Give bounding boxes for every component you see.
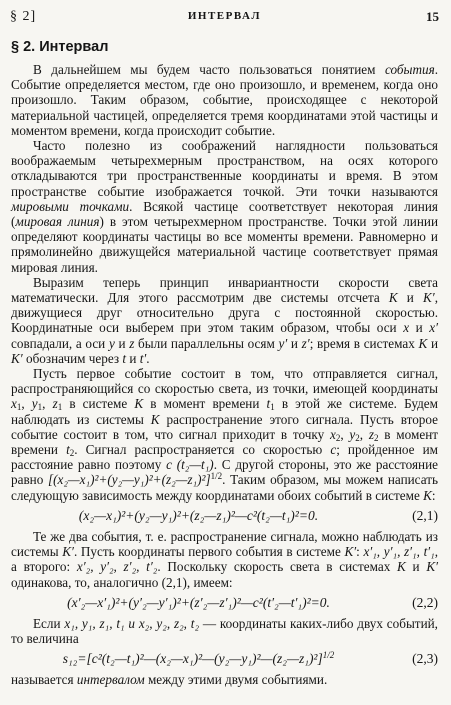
paragraph-2: Часто полезно из соображений наглядности пользоваться воображаемым четырехмерным пространством, на осях которого откладываются три пространственные координаты и время. В этом пространстве событие изображается точкой. Эти точки называются мировыми точками. Всякой частице соответствует некоторая линия (мировая линия) в этом четырехмерном пространстве. Точки этой линии определяют координаты частицы во все моменты времени. Равномерно и прямолинейно движущейся материальной частице соответствует прямая мировая линия. — [11, 138, 438, 275]
paragraph-4: Пусть первое событие состоит в том, что отправляется сигнал, распространяющийся со скоростью света, из точки, имеющей координаты $x_1$, $y_1$, $z_1$ в системе K в момент времени $t_1$ в этой же системе. Будем наблюдать из системы K распространение этого сигнала. Пусть второе событие состоит в том, что сигнал приходит в точку $x_2$, $y_2$, $z_2$ в момент времени $t_2$. Сигнал распространяется со скоростью c; пройденное им расстояние равно поэтому c (t₂—t₁). С другой стороны, это же расстояние равно [(x₂—x₁)²+(y₂—y₁)²+(z₂—z₁)²]$^{1/2}$. Таким образом, мы можем написать следующую зависимость между координатами обоих событий в системе K: — [11, 366, 439, 503]
equation-formula: (x₂—x₁)²+(y₂—y₁)²+(z₂—z₁)²—c²(t₂—t₁)²=0. — [78, 507, 319, 523]
paragraph-6: Если x₁, y₁, z₁, t₁ и x₂, y₂, z₂, t₂ — координаты каких-либо двух событий, то величина — [11, 615, 438, 646]
body-text — [11, 62, 438, 687]
term-world-line: мировая линия — [15, 214, 100, 230]
term-event: события — [384, 62, 435, 77]
header-running-title: ИНТЕРВАЛ — [187, 10, 262, 22]
header-section-ref: § 2] — [10, 9, 37, 24]
term-world-points: мировыми точками — [11, 198, 130, 214]
running-header — [10, 9, 439, 27]
equation-formula: s₁₂=[c²(t₂—t₁)²—(x₂—x₁)²—(y₂—y₁)²—(z₂—z₁)²]$^{1/2}$ — [62, 650, 335, 667]
equation-2-1 — [11, 503, 438, 529]
section-heading: § 2. Интервал — [11, 39, 109, 55]
equation-2-2 — [11, 590, 438, 616]
equation-2-3 — [11, 646, 438, 672]
equation-number: (2,3) — [412, 651, 438, 667]
equation-formula: (x′₂—x′₁)²+(y′₂—y′₁)²+(z′₂—z′₁)²—c²(t′₂—t′₁)²=0. — [67, 594, 330, 610]
paragraph-7: называется интервалом между этими двумя событиями. — [11, 672, 328, 688]
page-number: 15 — [426, 9, 439, 24]
equation-number: (2,1) — [412, 507, 438, 523]
paragraph-3: Выразим теперь принцип инвариантности скорости света математически. Для этого рассмотрим две системы отсчета K и K′, движущиеся друг относительно друга с постоянной скоростью. Координатные оси выберем при этом таким образом, чтобы оси x и x′ совпадали, а оси y и z были параллельны осям y′ и z′; время в системах K и K′ обозначим через t и t′. — [11, 274, 439, 366]
term-interval: интервалом — [76, 672, 145, 688]
paragraph-5: Те же два события, т. е. распространение сигнала, можно наблюдать из системы K′. Пусть координаты первого события в системе K′: x′₁, y′₁, z′₁, t′₁, а второго: x′₂, y′₂, z′₂, t′₂. Поскольку скорость света в системах K и K′ одинакова, то, аналогично (2,1), имеем: — [11, 528, 439, 590]
equation-number: (2,2) — [412, 594, 438, 610]
paragraph-1: В дальнейшем мы будем часто пользоваться понятием события. Событие определяется местом, где оно произошло, и временем, когда оно произошло. Таким образом, событие, происходящее с некоторой материальной частицей, определяется тремя координатами этой частицы и моментом времени, когда происходит событие. — [11, 62, 438, 138]
